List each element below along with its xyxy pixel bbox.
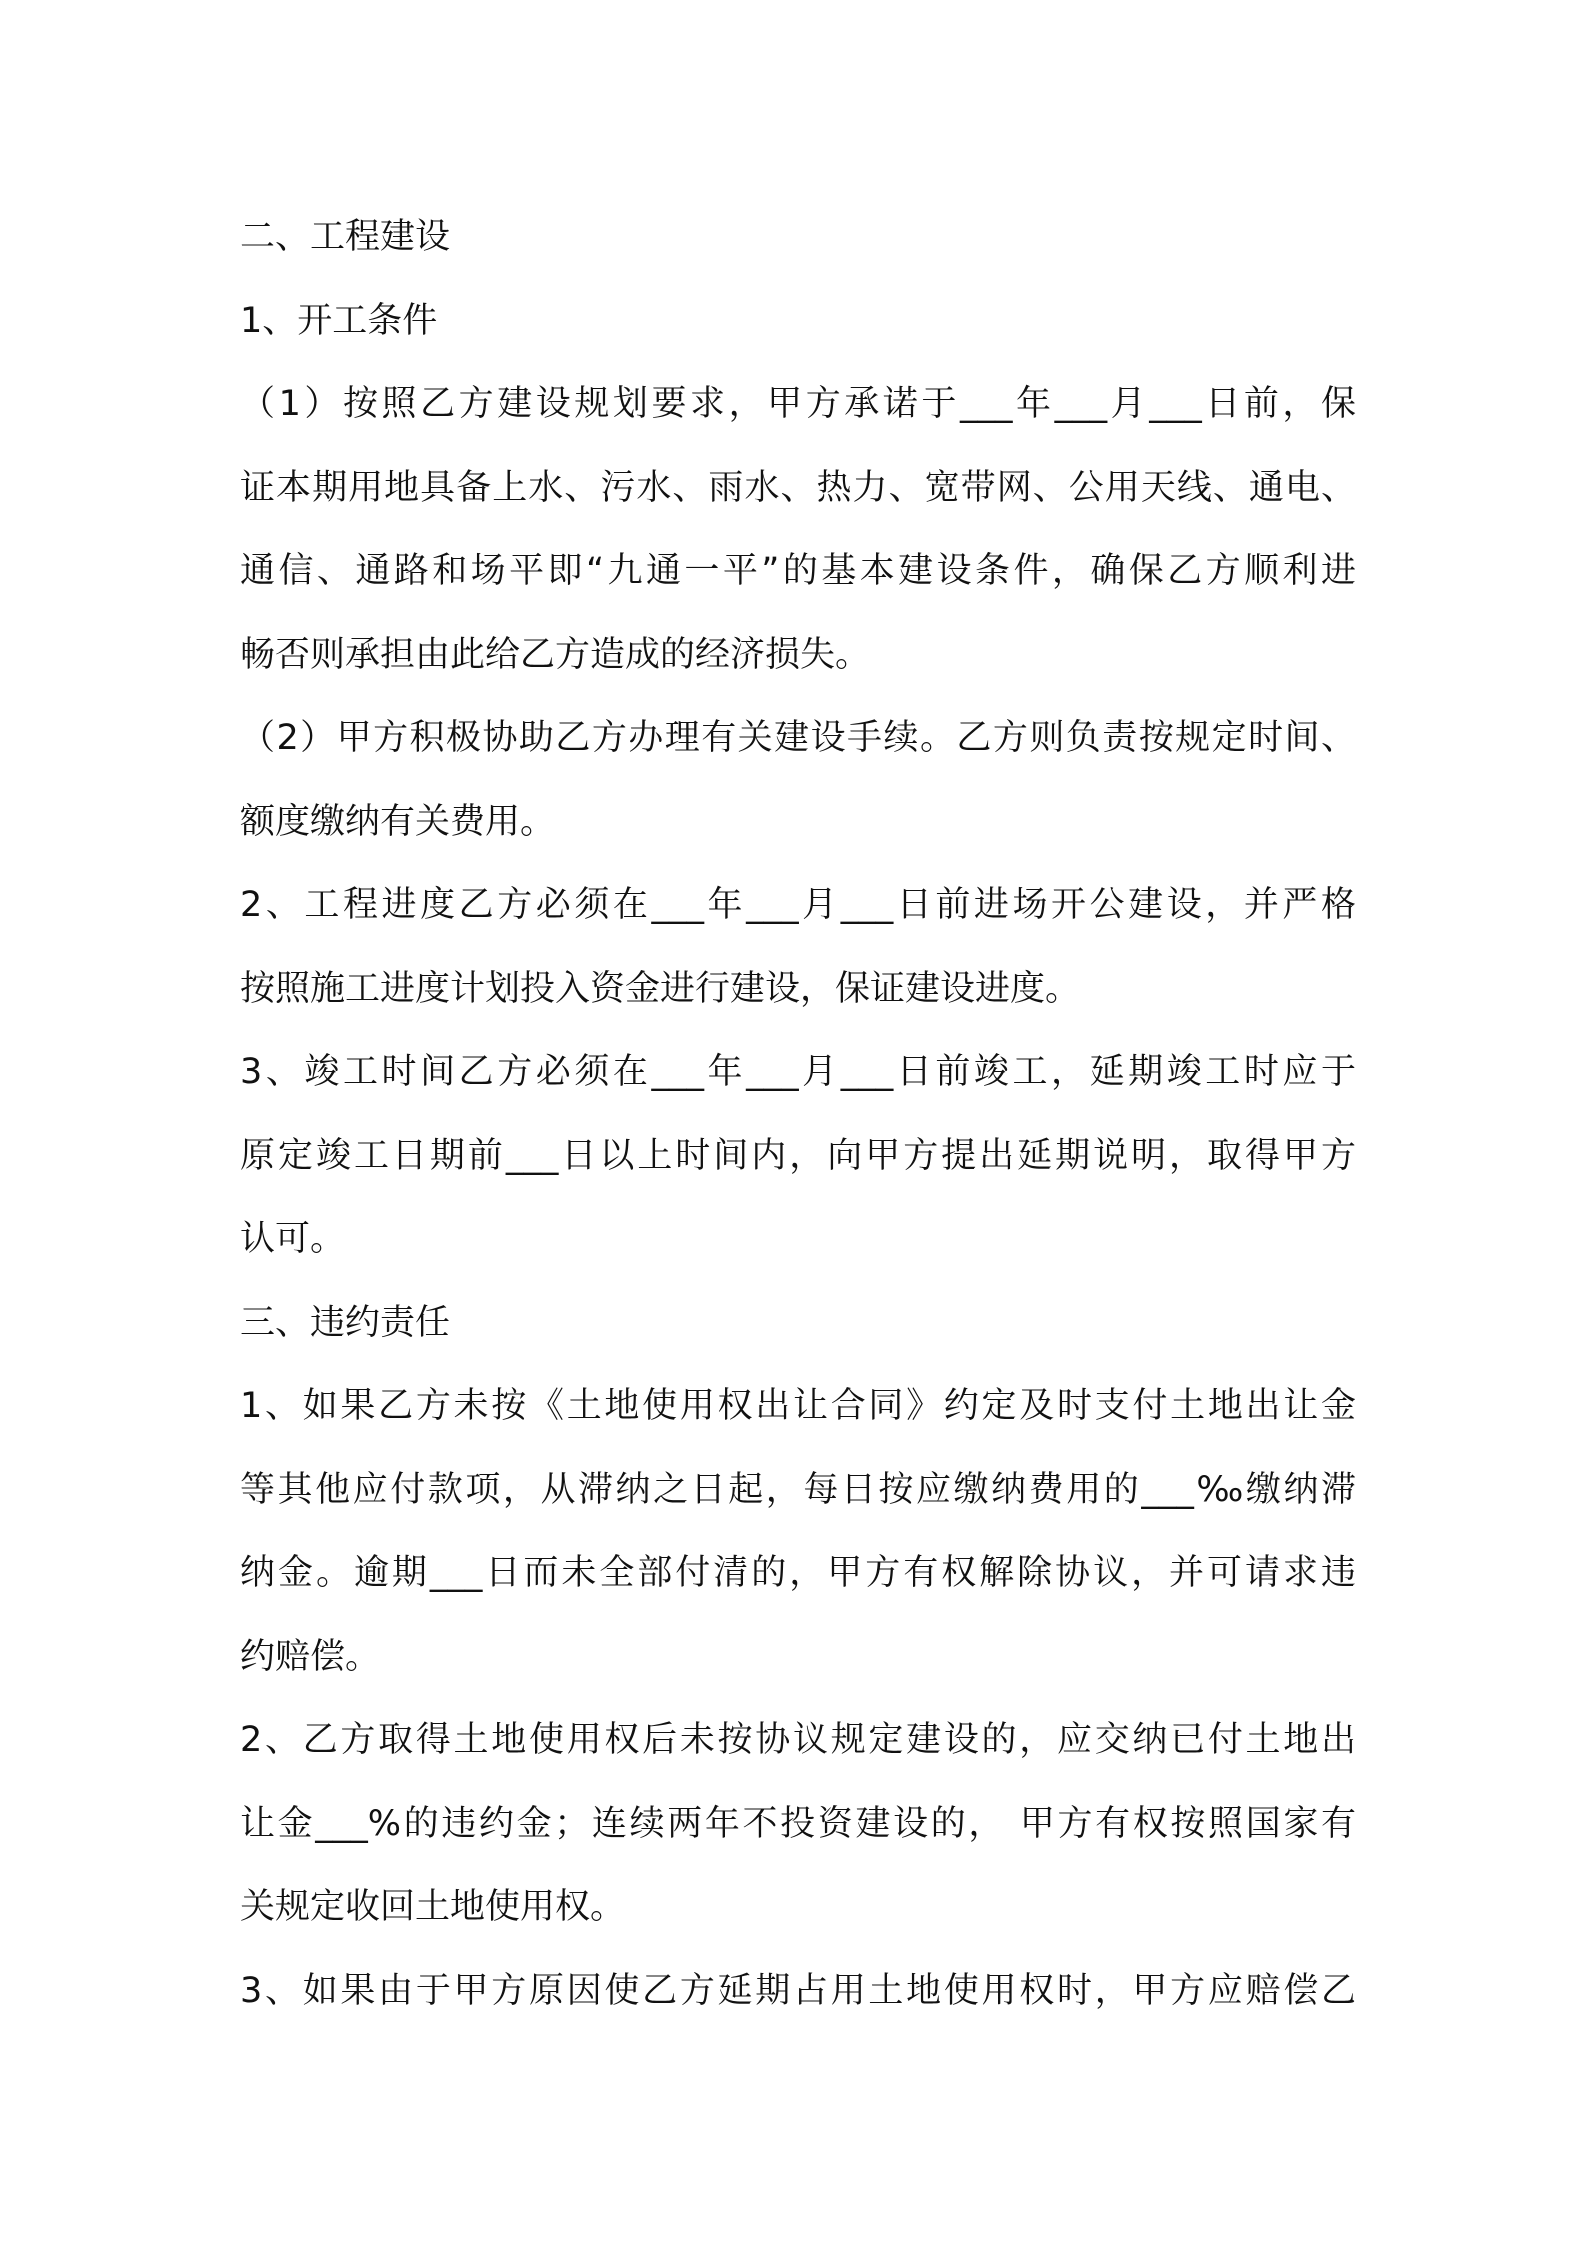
paragraph-line: 关规定收回土地使用权。 bbox=[240, 1887, 626, 1927]
paragraph-line: 认可。 bbox=[240, 1219, 346, 1259]
paragraph-line: 让金___%的违约金；连续两年不投资建设的， 甲方有权按照国家有 bbox=[240, 1803, 1356, 1844]
paragraph-line: 额度缴纳有关费用。 bbox=[240, 801, 556, 842]
paragraph-line: 等其他应付款项，从滞纳之日起，每日按应缴纳费用的___‰缴纳滞 bbox=[240, 1469, 1356, 1510]
paragraph-line: 原定竣工日期前___日以上时间内，向甲方提出延期说明，取得甲方 bbox=[240, 1135, 1356, 1176]
paragraph-line: 3、如果由于甲方原因使乙方延期占用土地使用权时，甲方应赔偿乙 bbox=[240, 1970, 1356, 2011]
paragraph-line: （1）按照乙方建设规划要求，甲方承诺于___年___月___日前，保 bbox=[240, 384, 1356, 424]
paragraph-line: 畅否则承担由此给乙方造成的经济损失。 bbox=[240, 634, 871, 675]
section-heading-construction: 二、工程建设 bbox=[240, 217, 451, 257]
subheading-start-conditions: 1、开工条件 bbox=[240, 300, 438, 341]
paragraph-line: 纳金。逾期___日而未全部付清的，甲方有权解除协议，并可请求违 bbox=[240, 1553, 1356, 1593]
paragraph-line: 按照施工进度计划投入资金进行建设，保证建设进度。 bbox=[240, 968, 1081, 1009]
paragraph-line: （2）甲方积极协助乙方办理有关建设手续。乙方则负责按规定时间、 bbox=[240, 718, 1356, 758]
paragraph-line: 通信、通路和场平即“九通一平”的基本建设条件，确保乙方顺利进 bbox=[240, 551, 1356, 591]
section-heading-liability: 三、违约责任 bbox=[240, 1302, 451, 1343]
document-body bbox=[240, 196, 1356, 2033]
paragraph-line: 证本期用地具备上水、污水、雨水、热力、宽带网、公用天线、通电、 bbox=[240, 467, 1356, 508]
paragraph-line: 2、工程进度乙方必须在___年___月___日前进场开公建设，并严格 bbox=[240, 885, 1356, 925]
paragraph-line: 3、竣工时间乙方必须在___年___月___日前竣工，延期竣工时应于 bbox=[240, 1052, 1356, 1092]
paragraph-line: 1、如果乙方未按《土地使用权出让合同》约定及时支付土地出让金 bbox=[240, 1386, 1356, 1426]
paragraph-line: 2、乙方取得土地使用权后未按协议规定建设的，应交纳已付土地出 bbox=[240, 1720, 1356, 1760]
paragraph-line: 约赔偿。 bbox=[240, 1636, 381, 1677]
